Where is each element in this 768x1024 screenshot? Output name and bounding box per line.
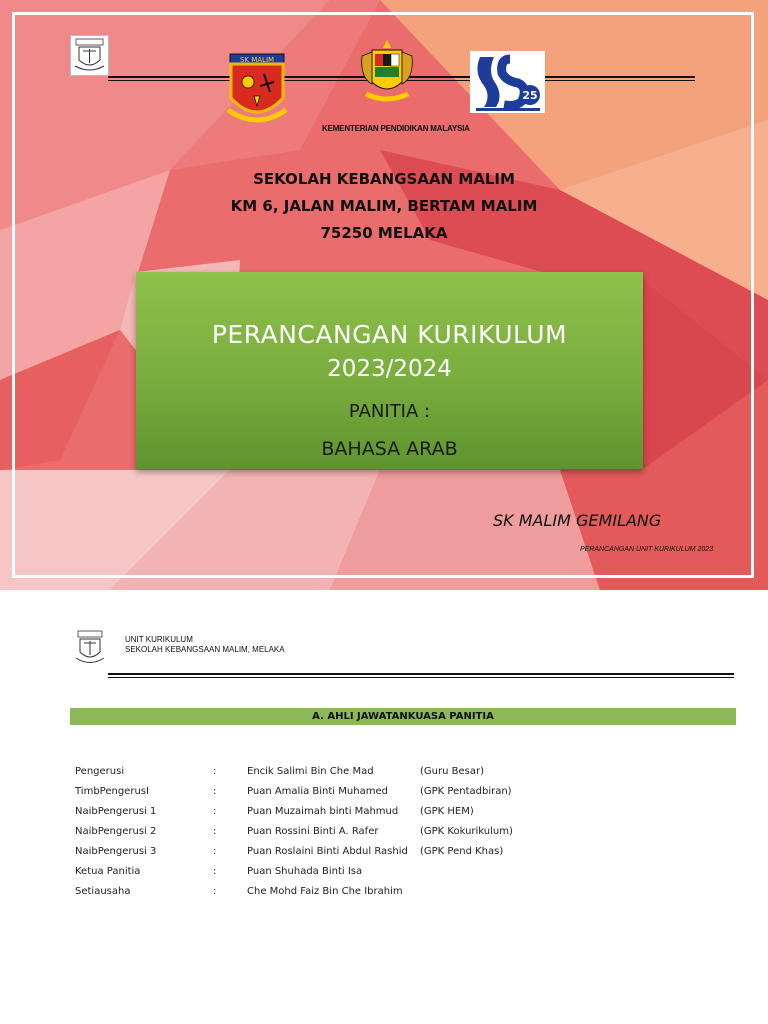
member-post: (GPK Pend Khas): [420, 846, 504, 857]
malaysia-coat-of-arms-icon: [358, 38, 416, 110]
panitia-name: BAHASA ARAB: [321, 438, 458, 460]
header-rule: [108, 673, 734, 675]
crest-label: SK MALIM: [239, 56, 275, 64]
member-role: Ketua Panitia: [75, 866, 141, 877]
document-title: PERANCANGAN KURIKULUM: [211, 320, 568, 349]
member-name: Puan Shuhada Binti Isa: [247, 866, 363, 877]
list-item: [0, 866, 768, 886]
ministry-text: KEMENTERIAN PENDIDIKAN MALAYSIA: [322, 124, 470, 133]
sk-malim-crest: [226, 52, 288, 128]
header-rule-thin: [108, 677, 734, 678]
member-name: Encik Salimi Bin Che Mad: [247, 766, 374, 777]
list-item: [0, 786, 768, 806]
section-title: A. AHLI JAWATANKUASA PANITIA: [70, 708, 736, 725]
cover-footer: PERANCANGAN UNIT KURIKULUM 2023: [580, 546, 714, 553]
member-post: (GPK Kokurikulum): [420, 826, 513, 837]
member-role: TimbPengerusI: [75, 786, 149, 797]
list-item: [0, 886, 768, 906]
document-year: 2023/2024: [327, 356, 452, 382]
list-item: [0, 806, 768, 826]
separator: :: [213, 886, 217, 897]
separator: :: [213, 786, 217, 797]
member-role: Setiausaha: [75, 886, 131, 897]
list-item: [0, 826, 768, 846]
member-name: Puan Muzaimah binti Mahmud: [247, 806, 399, 817]
member-name: Puan Amalia Binti Muhamed: [247, 786, 388, 797]
member-post: (GPK Pentadbiran): [420, 786, 512, 797]
separator: :: [213, 806, 217, 817]
panitia-label: PANITIA :: [348, 401, 431, 422]
page-header: [125, 635, 285, 655]
school-logo-small: [70, 35, 109, 76]
member-name: Che Mohd Faiz Bin Che Ibrahim: [247, 886, 403, 897]
member-name: Puan Rossini Binti A. Rafer: [247, 826, 379, 837]
committee-page: [0, 590, 768, 1024]
member-post: (GPK HEM): [420, 806, 474, 817]
school-motto: SK MALIM GEMILANG: [493, 511, 662, 530]
list-item: [0, 846, 768, 866]
separator: :: [213, 766, 217, 777]
separator: :: [213, 826, 217, 837]
separator: :: [213, 866, 217, 877]
member-post: (Guru Besar): [420, 766, 484, 777]
badge-number: 25: [522, 89, 538, 102]
member-role: NaibPengerusi 2: [75, 826, 157, 837]
title-box: [136, 272, 643, 469]
school-info: [0, 166, 768, 247]
unit-title: UNIT KURIKULUM: [125, 635, 193, 644]
member-role: NaibPengerusi 3: [75, 846, 157, 857]
school-name: SEKOLAH KEBANGSAAN MALIM: [253, 170, 515, 188]
member-role: NaibPengerusi 1: [75, 806, 157, 817]
member-role: Pengerusi: [75, 766, 125, 777]
sk25-badge-icon: [470, 51, 545, 113]
school-address-line2: 75250 MELAKA: [320, 224, 448, 242]
list-item: [0, 766, 768, 786]
school-address-line1: KM 6, JALAN MALIM, BERTAM MALIM: [230, 197, 538, 215]
member-name: Puan Roslaini Binti Abdul Rashid: [247, 846, 408, 857]
school-title: SEKOLAH KEBANGSAAN MALIM, MELAKA: [125, 645, 285, 654]
school-logo-icon: [73, 630, 107, 668]
separator: :: [213, 846, 217, 857]
